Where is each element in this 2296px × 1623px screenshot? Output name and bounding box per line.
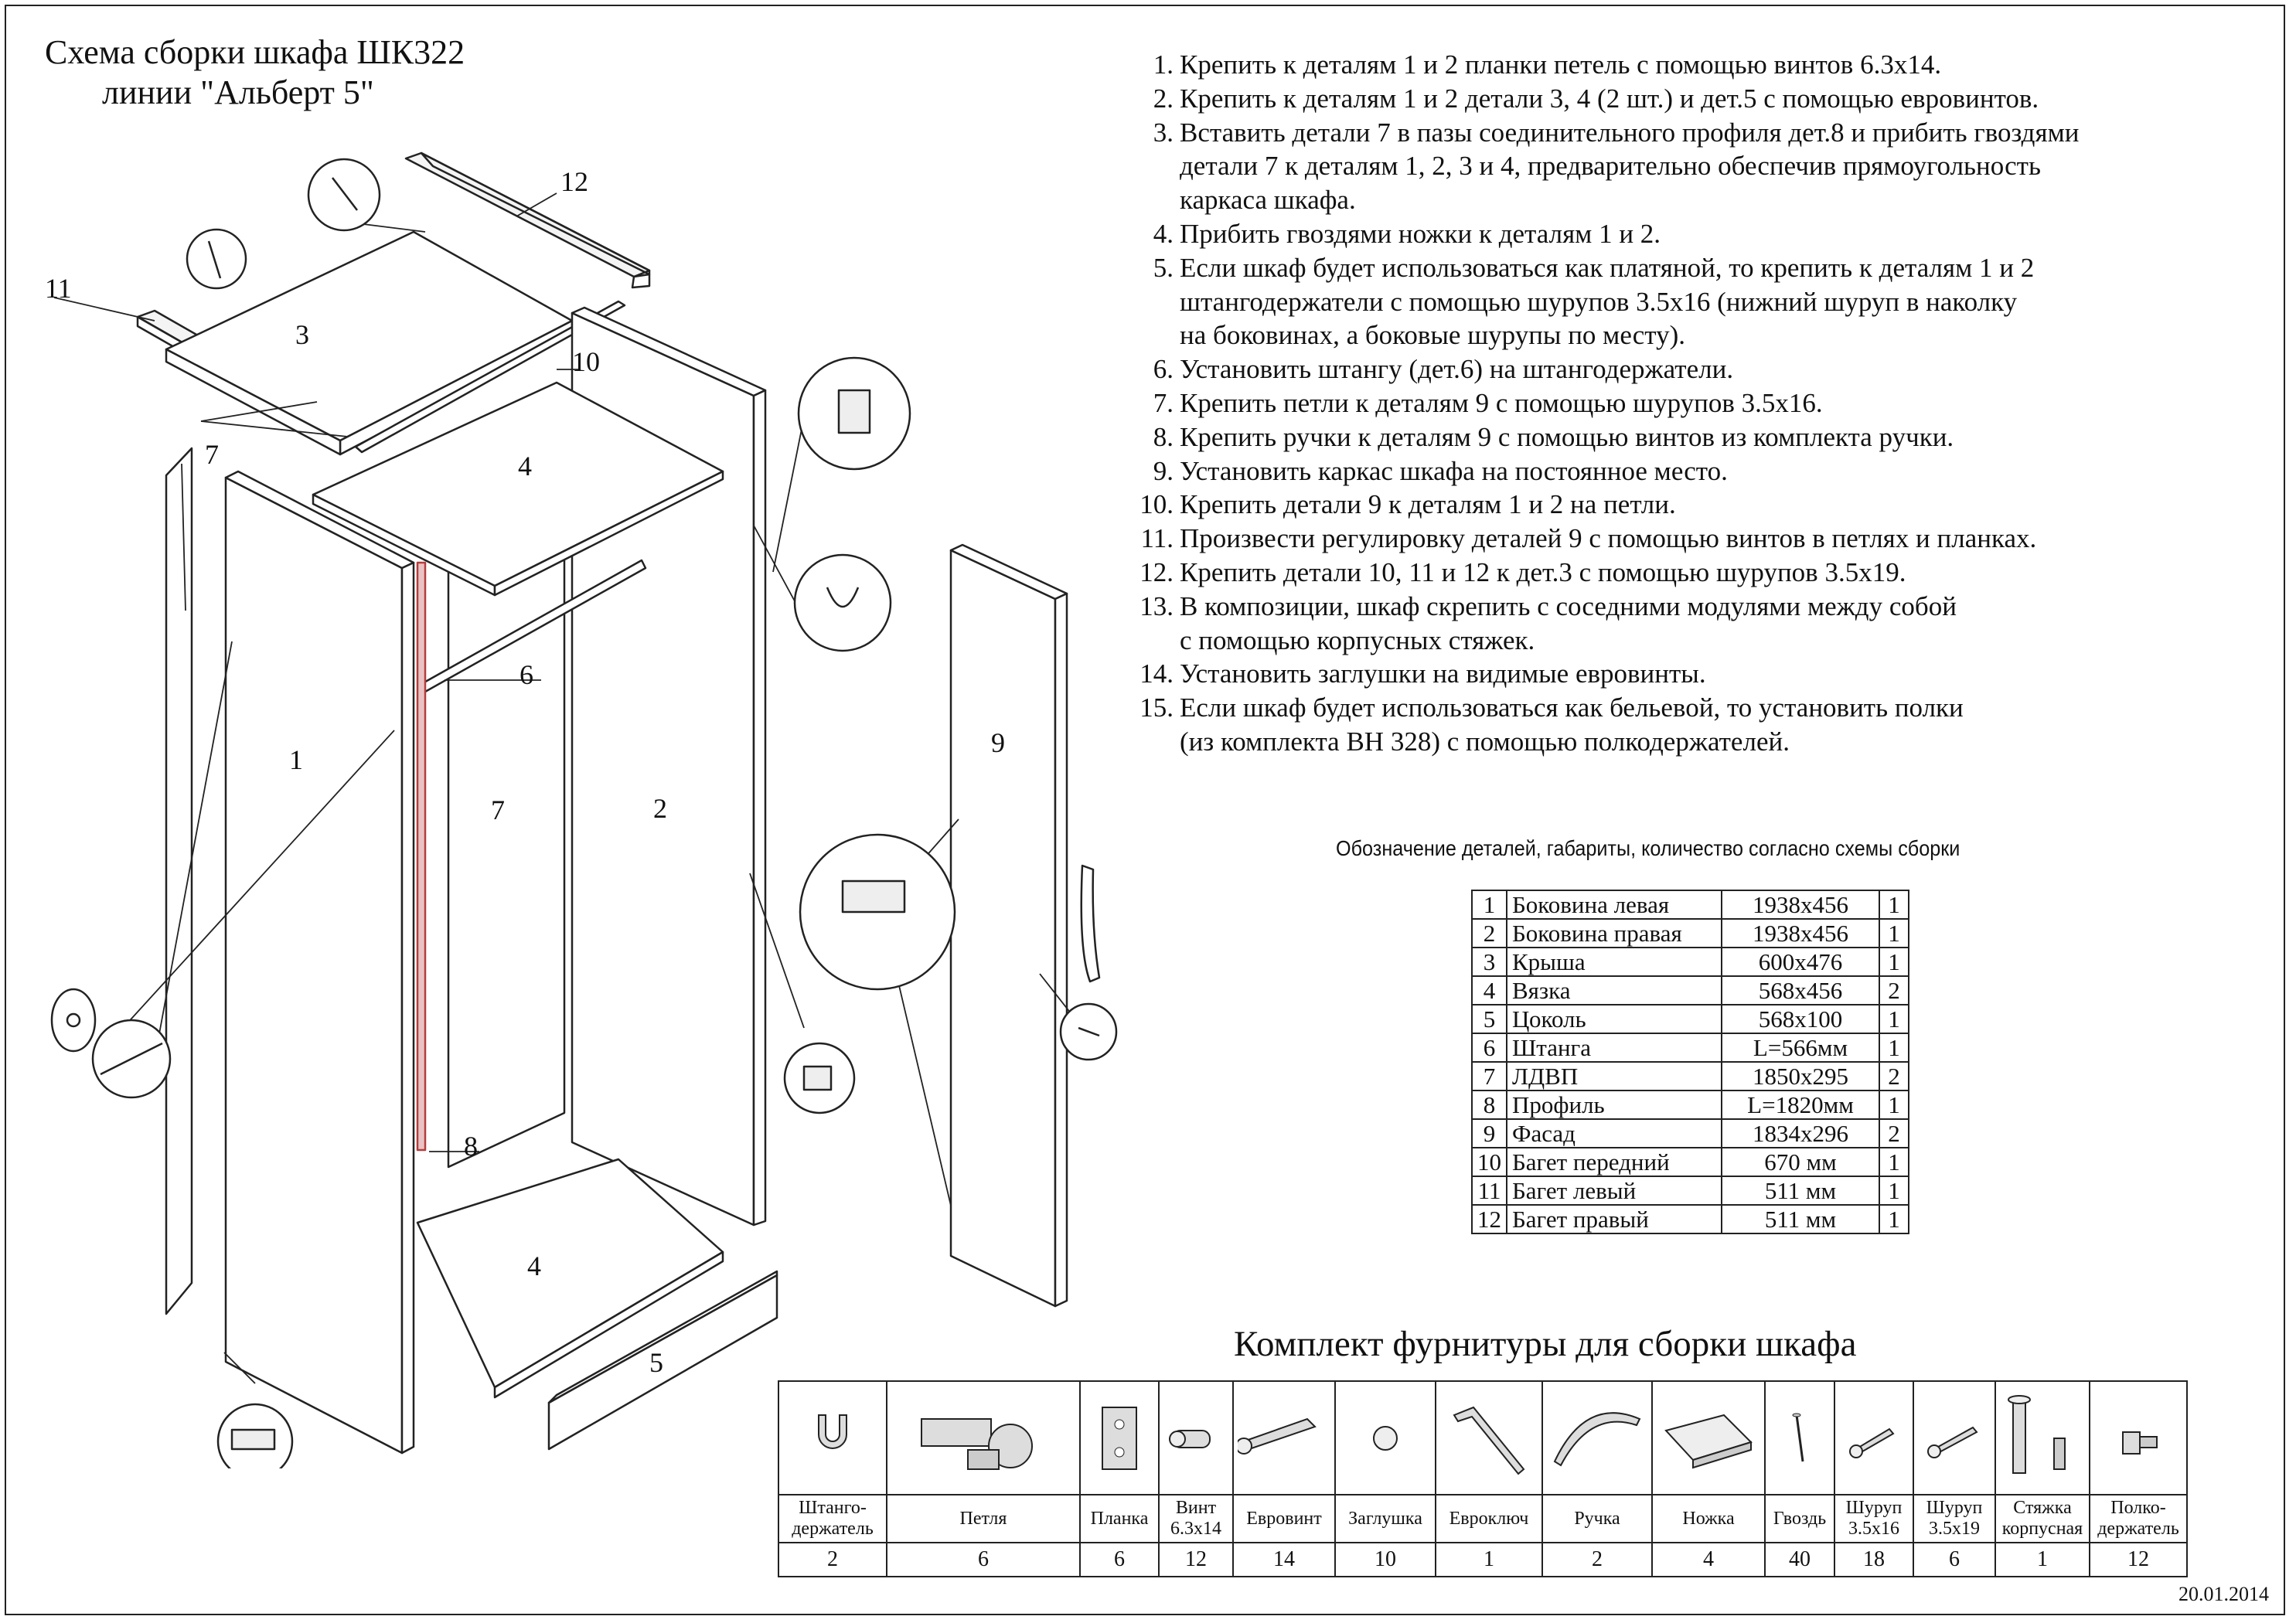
part-size: L=566мм: [1722, 1033, 1879, 1062]
kit-image-cell: [1436, 1381, 1542, 1495]
parts-row: [1472, 1205, 1909, 1233]
kit-image-cell: [778, 1381, 887, 1495]
euro-screw-icon: [1238, 1388, 1330, 1489]
hole-marker: [52, 989, 95, 1051]
label-part-3: 3: [295, 319, 309, 350]
instruction-number: 13.: [1139, 590, 1174, 621]
instruction-text: Если шкаф будет использоваться как платяной, то крепить к деталям 1 и 2 штангодержатели с помощью шурупов 3.5х16 (нижний шуруп в наколку на боковинах, а боковые шурупы по месту).: [1180, 252, 2035, 351]
instruction-item: [1135, 522, 2271, 556]
parts-row: [1472, 1091, 1909, 1119]
part-qty: 2: [1879, 976, 1909, 1005]
part-qty: 1: [1879, 948, 1909, 976]
kit-item-qty: 40: [1765, 1543, 1834, 1577]
instruction-number: 7.: [1153, 387, 1174, 418]
kit-image-cell: [1913, 1381, 1995, 1495]
part-qty: 1: [1879, 1033, 1909, 1062]
instruction-text: Крепить петли к деталям 9 с помощью шурупов 3.5х16.: [1180, 387, 1823, 418]
instruction-number: 8.: [1153, 421, 1174, 452]
assembly-instructions: [1135, 48, 2271, 759]
instruction-item: [1135, 454, 2271, 488]
kit-image-cell: [1542, 1381, 1652, 1495]
kit-item-qty: 12: [1159, 1543, 1233, 1577]
cap-icon: [1340, 1388, 1431, 1489]
parts-row: [1472, 1005, 1909, 1033]
part-name: Багет передний: [1507, 1148, 1722, 1176]
instruction-number: 5.: [1153, 252, 1174, 283]
kit-item-name: Евровинт: [1233, 1495, 1335, 1543]
part-size: 1850х295: [1722, 1062, 1879, 1091]
part-number: 11: [1472, 1176, 1507, 1205]
kit-image-cell: [2090, 1381, 2187, 1495]
parts-row: [1472, 1033, 1909, 1062]
kit-image-cell: [1080, 1381, 1159, 1495]
part-qty: 1: [1879, 890, 1909, 919]
part-size: 568х456: [1722, 976, 1879, 1005]
part-size: 511 мм: [1722, 1176, 1879, 1205]
instruction-text: Прибить гвоздями ножки к деталям 1 и 2.: [1180, 218, 1661, 249]
kit-qty-row: [778, 1543, 2187, 1577]
euro-screw-zoom: [93, 1020, 170, 1097]
part-name: Багет левый: [1507, 1176, 1722, 1205]
kit-item-name: Штанго- держатель: [778, 1495, 887, 1543]
part-qty: 1: [1879, 1005, 1909, 1033]
part-name: Штанга: [1507, 1033, 1722, 1062]
kit-item-name: Шуруп 3.5х19: [1913, 1495, 1995, 1543]
body-tie-icon: [2000, 1388, 2085, 1489]
kit-item-qty: 6: [1080, 1543, 1159, 1577]
kit-item-qty: 1: [1995, 1543, 2090, 1577]
instruction-item: [1135, 48, 2271, 82]
parts-row: [1472, 919, 1909, 948]
instruction-text: Крепить к деталям 1 и 2 планки петель с помощью винтов 6.3х14.: [1180, 49, 1942, 80]
title-line-1: Схема сборки шкафа ШК322: [45, 33, 465, 71]
part-8-profile: [417, 563, 425, 1150]
label-part-7: 7: [491, 794, 505, 825]
instruction-text: В композиции, шкаф скрепить с соседними модулями между собой с помощью корпусных стяжек.: [1180, 590, 1957, 655]
kit-item-name: Полко- держатель: [2090, 1495, 2187, 1543]
kit-image-cell: [1335, 1381, 1436, 1495]
part-size: 1938х456: [1722, 919, 1879, 948]
part-size: 1834х296: [1722, 1119, 1879, 1148]
part-number: 4: [1472, 976, 1507, 1005]
kit-item-name: Винт 6.3х14: [1159, 1495, 1233, 1543]
kit-image-cell: [1834, 1381, 1913, 1495]
hardware-kit-table: [778, 1380, 2188, 1577]
label-part-10: 10: [572, 346, 600, 377]
kit-item-name: Стяжка корпусная: [1995, 1495, 2090, 1543]
label-part-11: 11: [45, 273, 72, 304]
instruction-number: 2.: [1153, 83, 1174, 114]
hinge-zoom: [800, 835, 955, 989]
label-part-2: 2: [653, 793, 667, 824]
part-size: L=1820мм: [1722, 1091, 1879, 1119]
label-part-4-upper: 4: [518, 451, 532, 481]
instruction-item: [1135, 420, 2271, 454]
instruction-number: 14.: [1139, 658, 1174, 689]
part-number: 10: [1472, 1148, 1507, 1176]
part-number: 1: [1472, 890, 1507, 919]
part-name: Боковина правая: [1507, 919, 1722, 948]
part-number: 6: [1472, 1033, 1507, 1062]
part-qty: 1: [1879, 1205, 1909, 1233]
instruction-item: [1135, 488, 2271, 522]
instruction-item: [1135, 657, 2271, 691]
part-name: Профиль: [1507, 1091, 1722, 1119]
kit-image-cell: [1652, 1381, 1765, 1495]
part-name: Фасад: [1507, 1119, 1722, 1148]
kit-item-name: Ручка: [1542, 1495, 1652, 1543]
kit-image-cell: [1233, 1381, 1335, 1495]
kit-names-row: [778, 1495, 2187, 1543]
title-line-2: линии "Альберт 5": [102, 73, 374, 111]
shelf-support-zoom: [785, 1043, 854, 1113]
instruction-number: 10.: [1139, 489, 1174, 520]
kit-item-qty: 12: [2090, 1543, 2187, 1577]
kit-title: Комплект фурнитуры для сборки шкафа: [1234, 1324, 1857, 1364]
part-name: Вязка: [1507, 976, 1722, 1005]
label-part-5: 5: [649, 1347, 663, 1378]
hinge-icon: [891, 1388, 1075, 1489]
part-1-side-left: [226, 471, 414, 1453]
part-number: 7: [1472, 1062, 1507, 1091]
shelf-support-icon: [2094, 1388, 2182, 1489]
kit-item-qty: 6: [887, 1543, 1080, 1577]
kit-item-qty: 2: [1542, 1543, 1652, 1577]
leg-zoom: [218, 1404, 292, 1468]
instruction-number: 3.: [1153, 117, 1174, 148]
part-qty: 1: [1879, 1148, 1909, 1176]
instruction-item: [1135, 386, 2271, 420]
parts-row: [1472, 948, 1909, 976]
instruction-number: 9.: [1153, 455, 1174, 486]
kit-item-qty: 4: [1652, 1543, 1765, 1577]
instruction-item: [1135, 556, 2271, 590]
parts-row: [1472, 1062, 1909, 1091]
instruction-item: [1135, 352, 2271, 386]
parts-row: [1472, 890, 1909, 919]
kit-image-cell: [1995, 1381, 2090, 1495]
kit-item-qty: 2: [778, 1543, 887, 1577]
kit-item-qty: 18: [1834, 1543, 1913, 1577]
part-size: 670 мм: [1722, 1148, 1879, 1176]
part-number: 12: [1472, 1205, 1507, 1233]
instruction-text: Если шкаф будет использоваться как бельевой, то установить полки (из комплекта ВН 328) с помощью полкодержателей.: [1180, 692, 1964, 757]
instruction-item: [1135, 691, 2271, 759]
instruction-item: [1135, 116, 2271, 217]
part-size: 600х476: [1722, 948, 1879, 976]
kit-item-qty: 10: [1335, 1543, 1436, 1577]
instruction-number: 4.: [1153, 218, 1174, 249]
parts-row: [1472, 976, 1909, 1005]
screw-zoom-top: [308, 159, 380, 230]
part-size: 511 мм: [1722, 1205, 1879, 1233]
instruction-item: [1135, 590, 2271, 658]
instruction-number: 6.: [1153, 354, 1174, 385]
instruction-item: [1135, 82, 2271, 116]
instruction-item: [1135, 217, 2271, 251]
handle-icon: [1547, 1388, 1647, 1489]
part-number: 3: [1472, 948, 1507, 976]
part-qty: 1: [1879, 1091, 1909, 1119]
part-size: 1938х456: [1722, 890, 1879, 919]
label-part-1: 1: [289, 744, 303, 775]
instruction-text: Крепить детали 10, 11 и 12 к дет.3 с помощью шурупов 3.5х19.: [1180, 556, 1906, 587]
kit-item-name: Шуруп 3.5х16: [1834, 1495, 1913, 1543]
parts-row: [1472, 1119, 1909, 1148]
parts-row: [1472, 1148, 1909, 1176]
part-qty: 1: [1879, 919, 1909, 948]
screw-zoom-left: [187, 230, 246, 288]
kit-item-qty: 1: [1436, 1543, 1542, 1577]
kit-item-name: Гвоздь: [1765, 1495, 1834, 1543]
instruction-number: 1.: [1153, 49, 1174, 80]
instruction-number: 12.: [1139, 556, 1174, 587]
kit-item-name: Петля: [887, 1495, 1080, 1543]
instruction-number: 15.: [1139, 692, 1174, 723]
kit-images-row: [778, 1381, 2187, 1495]
kit-image-cell: [1159, 1381, 1233, 1495]
part-name: Багет правый: [1507, 1205, 1722, 1233]
label-part-8: 8: [464, 1131, 478, 1162]
part-name: Боковина левая: [1507, 890, 1722, 919]
rod-holder-zoom: [795, 555, 891, 651]
instruction-text: Произвести регулировку деталей 9 с помощью винтов в петлях и планках.: [1180, 523, 2037, 554]
part-name: ЛДВП: [1507, 1062, 1722, 1091]
euro-key-icon: [1440, 1388, 1538, 1489]
part-name: Цоколь: [1507, 1005, 1722, 1033]
kit-item-name: Заглушка: [1335, 1495, 1436, 1543]
plate-zoom: [799, 358, 910, 469]
handle-drawing: [1082, 866, 1099, 982]
parts-row: [1472, 1176, 1909, 1205]
kit-item-name: Евроключ: [1436, 1495, 1542, 1543]
instruction-text: Крепить детали 9 к деталям 1 и 2 на петли.: [1180, 489, 1676, 520]
part-name: Крыша: [1507, 948, 1722, 976]
label-part-7-left: 7: [205, 439, 219, 470]
part-qty: 2: [1879, 1062, 1909, 1091]
part-number: 9: [1472, 1119, 1507, 1148]
kit-image-cell: [1765, 1381, 1834, 1495]
kit-image-cell: [887, 1381, 1080, 1495]
parts-caption: Обозначение деталей, габариты, количество согласно схемы сборки: [1336, 836, 1960, 860]
kit-item-qty: 14: [1233, 1543, 1335, 1577]
label-part-4-lower: 4: [527, 1250, 541, 1281]
label-part-12: 12: [560, 166, 588, 197]
part-size: 568х100: [1722, 1005, 1879, 1033]
label-part-9: 9: [991, 727, 1005, 758]
instruction-text: Крепить к деталям 1 и 2 детали 3, 4 (2 шт.) и дет.5 с помощью евровинтов.: [1180, 83, 2039, 114]
screw-3.5x19-icon: [1918, 1388, 1991, 1489]
instruction-item: [1135, 251, 2271, 352]
part-9-facade: [951, 545, 1067, 1306]
part-number: 2: [1472, 919, 1507, 948]
mounting-plate-icon: [1085, 1388, 1154, 1489]
part-qty: 2: [1879, 1119, 1909, 1148]
parts-table: [1471, 890, 1909, 1234]
page-title: [45, 32, 465, 113]
leg-icon: [1657, 1388, 1760, 1489]
kit-item-qty: 6: [1913, 1543, 1995, 1577]
rod-holder-icon: [783, 1388, 882, 1489]
screw-3.5x16-icon: [1839, 1388, 1909, 1489]
instruction-text: Вставить детали 7 в пазы соединительного профиля дет.8 и прибить гвоздями детали 7 к деталям 1, 2, 3 и 4, предварительно обеспечив прямоугольность каркаса шкафа.: [1180, 117, 2080, 216]
instruction-text: Установить штангу (дет.6) на штангодержатели.: [1180, 354, 1734, 385]
instruction-text: Крепить ручки к деталям 9 с помощью винтов из комплекта ручки.: [1180, 421, 1954, 452]
part-number: 5: [1472, 1005, 1507, 1033]
instruction-text: Установить каркас шкафа на постоянное место.: [1180, 455, 1728, 486]
kit-item-name: Ножка: [1652, 1495, 1765, 1543]
instruction-number: 11.: [1140, 523, 1174, 554]
screw-zoom-facade: [1061, 1004, 1116, 1060]
nail-icon: [1770, 1388, 1830, 1489]
part-number: 8: [1472, 1091, 1507, 1119]
assembly-diagram: [0, 0, 1206, 1468]
label-part-6: 6: [519, 659, 533, 690]
part-qty: 1: [1879, 1176, 1909, 1205]
screw-6.3x14-icon: [1163, 1388, 1228, 1489]
instruction-text: Установить заглушки на видимые евровинты.: [1180, 658, 1706, 689]
kit-item-name: Планка: [1080, 1495, 1159, 1543]
document-date: 20.01.2014: [2178, 1583, 2269, 1605]
